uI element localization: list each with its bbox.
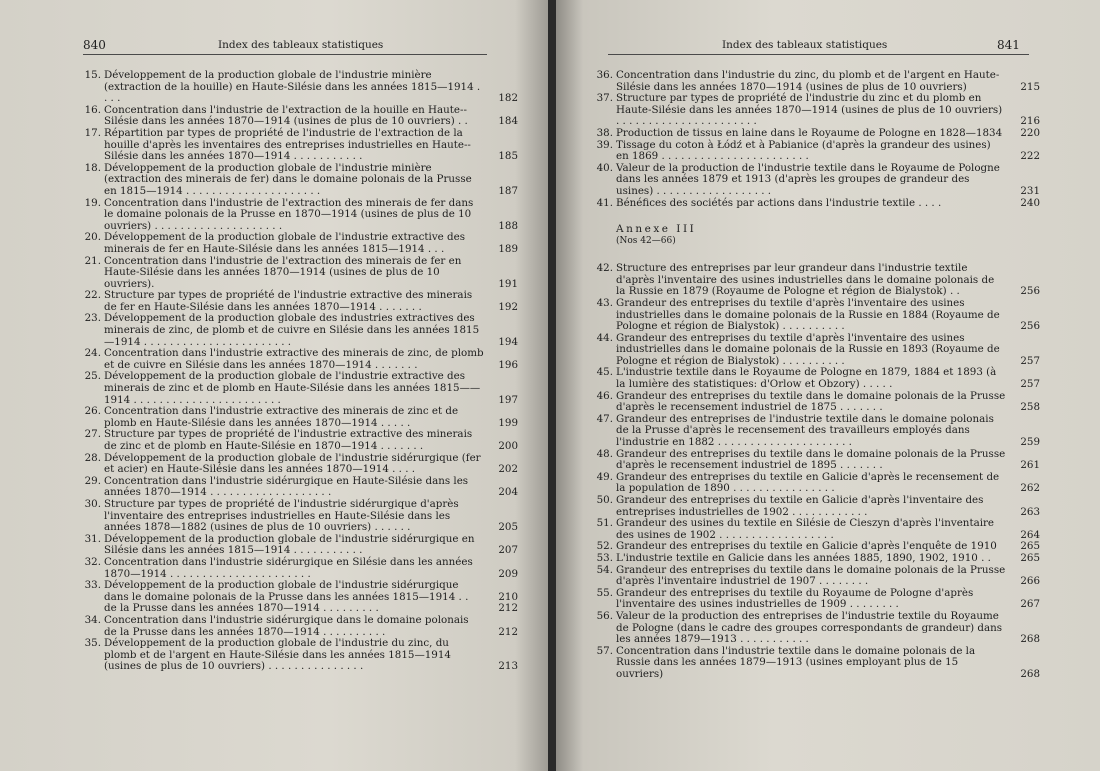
entry-page-number: 213 xyxy=(498,660,518,673)
entry-title: Développement de la production globale des industries extractives des minerais de zinc, de plomb et de cuivre en Silésie dans les années 1815—1914 . . . . . . . . . . . . . . . . . . . . . . . xyxy=(104,312,480,348)
entry-title: Structure par types de propriété de l'industrie sidérurgique d'après l'inventaire des entreprises industrielles en Haute-Silésie dans les années 1878—1882 (usines de plus de 10 ouvriers) . . . . . . xyxy=(104,497,459,534)
entry-title: L'industrie textile en Galicie dans les années 1885, 1890, 1902, 1910 . . xyxy=(616,551,991,564)
entry-number: 31. xyxy=(84,532,101,545)
entry-page-number: 256 xyxy=(1020,320,1040,333)
entry-title: Concentration dans l'industrie textile dans le domaine polonais de la Russie dans les années 1879—1913 (usines employant plus de 15 ouvriers) xyxy=(616,644,976,680)
index-entry xyxy=(82,313,518,348)
entry-title: Concentration dans l'industrie de l'extraction des minerais de fer dans le domaine polonais de la Prusse en 1870—1914 (usines de plus de 10 ouvriers) . . . . . . . . . . . . . . . . . . . . xyxy=(104,196,474,232)
left-page xyxy=(0,0,548,771)
entry-page-number: 199 xyxy=(498,416,518,429)
index-entry xyxy=(82,290,518,313)
entry-page-number: 200 xyxy=(498,440,518,452)
index-entry xyxy=(82,371,518,406)
index-entry xyxy=(594,70,1040,93)
entry-page-number: 264 xyxy=(1020,528,1040,541)
index-entry xyxy=(594,449,1040,472)
entry-page-number: 205 xyxy=(498,521,518,534)
entry-title: Grandeur des entreprises du textile en Galicie d'après le recensement de la population de 1890 . . . . . . . . . . . . . . . . xyxy=(616,470,1000,495)
entry-title: Bénéfices des sociétés par actions dans l'industrie textile . . . . xyxy=(616,196,942,209)
entry-title: Tissage du coton à Łódź et à Pabianice (d'après la grandeur des usines) en 1869 . . . . . . . . . . . . . . . . . . . . . . . xyxy=(616,138,991,163)
entry-number: 52. xyxy=(596,540,613,553)
entry-number: 44. xyxy=(596,331,613,344)
entry-title: Structure des entreprises par leur grandeur dans l'industrie textile d'après l'inventaire des usines industrielles dans le domaine polonais de la Russie en 1879 (Royaume de Pologne et région de Bialystok) . . xyxy=(616,262,995,298)
entry-number: 53. xyxy=(596,551,613,564)
entry-title: Grandeur des entreprises du textile en Galicie d'après l'inventaire des entreprises industrielles de 1902 . . . . . . . . . . . . xyxy=(616,494,984,518)
entry-title: Grandeur des entreprises du textile d'après l'inventaire des usines industrielles dans le domaine polonais de la Russie en 1884 (Royaume de Pologne et région de Bialystok) . . . . . . . . . . xyxy=(616,296,1000,333)
right-page xyxy=(556,0,1100,771)
running-head: Index des tableaux statistiques xyxy=(218,39,384,51)
entry-page-number: 215 xyxy=(1020,80,1040,93)
index-entry xyxy=(594,333,1040,368)
entry-page-number: 231 xyxy=(1020,184,1040,197)
entry-page-number: 189 xyxy=(498,242,518,255)
entry-title: Développement de la production globale de l'industrie extractive des minerais de fer en Haute-Silésie dans les années 1815—1914 . . . xyxy=(104,231,465,255)
entry-page-number: 188 xyxy=(498,219,518,232)
entry-number: 32. xyxy=(84,555,101,568)
index-entry xyxy=(82,198,518,233)
entry-title: Développement de la production globale de l'industrie minière (extraction des minerais de fer) dans le domaine polonais de la Prusse en 1815—1914 . . . . . . . . . . . . . . . . . . . . . xyxy=(104,161,472,197)
index-entry xyxy=(594,263,1040,298)
annexe-subtitle: (Nos 42—66) xyxy=(616,236,676,247)
entry-number: 57. xyxy=(596,644,613,657)
entry-number: 56. xyxy=(596,609,613,622)
entry-page-number: 209 xyxy=(498,567,518,580)
entry-number: 38. xyxy=(596,126,613,139)
entry-number: 46. xyxy=(596,389,613,402)
entry-page-number: 265 xyxy=(1020,540,1040,553)
entry-number: 26. xyxy=(84,405,101,418)
index-entry xyxy=(594,93,1040,128)
entry-number: 19. xyxy=(84,196,101,209)
index-entry-list xyxy=(594,70,1040,681)
entry-title: Concentration dans l'industrie de l'extraction des minerais de fer en Haute-Silésie dans les années 1870—1914 (usines de plus de 10 ouvriers). xyxy=(104,254,462,290)
entry-number: 37. xyxy=(596,92,613,105)
entry-number: 35. xyxy=(84,637,101,650)
entry-page-number: 256 xyxy=(1020,285,1040,298)
entry-title: de la Prusse dans les années 1870—1914 . . . . . . . . . xyxy=(104,602,379,615)
book-spine xyxy=(548,0,556,771)
entry-page-number: 257 xyxy=(1020,354,1040,367)
index-entry xyxy=(82,406,518,429)
entry-number: 47. xyxy=(596,412,613,425)
entry-number: 55. xyxy=(596,586,613,599)
entry-number: 23. xyxy=(84,312,101,325)
index-entry xyxy=(82,638,518,673)
annexe-heading xyxy=(594,223,1040,247)
entry-number: 21. xyxy=(84,254,101,267)
entry-page-number: 212 xyxy=(498,625,518,638)
entry-title: Concentration dans l'industrie du zinc, du plomb et de l'argent en Haute-Silésie dans les années 1870—1914 (usines de plus de 10 ouvriers) xyxy=(616,69,1000,93)
header-rule xyxy=(608,54,1029,55)
entry-page-number: 220 xyxy=(1020,126,1040,139)
entry-title: Développement de la production globale de l'industrie sidérurgique (fer et acier) en Haute-Silésie dans les années 1870—1914 . . . . xyxy=(104,451,481,476)
entry-page-number: 268 xyxy=(1020,667,1040,680)
entry-number: 36. xyxy=(596,69,613,81)
entry-title: Grandeur des entreprises du textile dans le domaine polonais de la Prusse d'après l'inventaire industriel de 1907 . . . . . . . . xyxy=(616,563,1006,588)
entry-number: 30. xyxy=(84,497,101,510)
entry-title: Répartition par types de propriété de l'industrie de l'extraction de la houille d'après les inventaires des entreprises industrielles en Haute--Silésie dans les années 1870—1914 . . . . . . . . . . . xyxy=(104,126,471,163)
entry-number: 42. xyxy=(596,262,613,275)
entry-page-number: 210 xyxy=(498,590,518,603)
entry-number: 48. xyxy=(596,447,613,460)
index-entry xyxy=(82,429,518,452)
index-entry xyxy=(594,140,1040,163)
entry-page-number: 204 xyxy=(498,486,518,499)
entry-title: Développement de la production globale de l'industrie sidérurgique en Silésie dans les années 1815—1914 . . . . . . . . . . . xyxy=(104,532,475,557)
entry-page-number: 192 xyxy=(498,300,518,313)
entry-number: 34. xyxy=(84,613,101,626)
entry-number: 54. xyxy=(596,563,613,576)
index-entry xyxy=(82,557,518,580)
entry-number: 24. xyxy=(84,347,101,360)
index-entry xyxy=(82,453,518,476)
entry-title: Concentration dans l'industrie sidérurgique en Haute-Silésie dans les années 1870—1914 . . . . . . . . . . . . . . . . . . . xyxy=(104,474,469,499)
entry-title: Grandeur des entreprises du textile en Galicie d'après l'enquête de 1910 xyxy=(616,540,997,553)
index-entry xyxy=(82,232,518,255)
index-entry xyxy=(82,476,518,499)
entry-number: 18. xyxy=(84,161,101,174)
entry-title: Concentration dans l'industrie de l'extraction de la houille en Haute--Silésie dans les années 1870—1914 (usines de plus de 10 ouvriers) . . xyxy=(104,103,468,128)
entry-page-number: 182 xyxy=(498,92,518,105)
entry-page-number: 216 xyxy=(1020,115,1040,128)
index-entry xyxy=(594,391,1040,414)
entry-number: 39. xyxy=(596,138,613,151)
entry-number: 15. xyxy=(84,69,101,81)
entry-title: Développement de la production globale de l'industrie du zinc, du plomb et de l'argent en Haute-Silésie dans les années 1815—1914 (usines de plus de 10 ouvriers) . . . . . . . . . . . . . . . xyxy=(104,637,451,673)
entry-page-number: 191 xyxy=(498,277,518,290)
entry-title: Concentration dans l'industrie extractive des minerais de zinc et de plomb en Haute-Silésie dans les années 1870—1914 . . . . . xyxy=(104,405,459,429)
entry-page-number: 207 xyxy=(498,544,518,557)
entry-title: Développement de la production globale de l'industrie sidérurgique dans le domaine polonais de la Prusse dans les années 1815—1914 . . xyxy=(104,579,469,603)
index-entry xyxy=(594,565,1040,588)
entry-title: Grandeur des entreprises du textile dans le domaine polonais de la Prusse d'après le recensement industriel de 1895 . . . . . . . xyxy=(616,447,1006,472)
entry-page-number: 263 xyxy=(1020,505,1040,518)
entry-page-number: 196 xyxy=(498,358,518,371)
index-entry xyxy=(594,198,1040,210)
entry-number: 51. xyxy=(596,517,613,530)
entry-page-number: 258 xyxy=(1020,401,1040,414)
index-entry xyxy=(82,256,518,291)
annexe-title: Annexe III xyxy=(616,223,697,236)
entry-number: 43. xyxy=(596,296,613,309)
entry-page-number: 262 xyxy=(1020,482,1040,495)
entry-page-number: 261 xyxy=(1020,459,1040,472)
entry-page-number: 202 xyxy=(498,463,518,476)
entry-number: 29. xyxy=(84,474,101,487)
entry-page-number: 185 xyxy=(498,150,518,163)
index-entry xyxy=(82,163,518,198)
index-entry xyxy=(82,534,518,557)
entry-number: 16. xyxy=(84,103,101,116)
entry-title: Production de tissus en laine dans le Royaume de Pologne en 1828—1834 xyxy=(616,126,1003,139)
index-entry xyxy=(82,348,518,371)
page-number: 840 xyxy=(83,38,106,52)
entry-number: 22. xyxy=(84,289,101,302)
entry-title: Concentration dans l'industrie extractive des minerais de zinc, de plomb et de cuivre en Silésie dans les années 1870—1914 . . . . . . . xyxy=(104,347,484,371)
index-entry xyxy=(594,518,1040,541)
entry-title: Grandeur des entreprises de l'industrie textile dans le domaine polonais de la Prusse d'après le recensement des travailleurs employés dans l'industrie en 1882 . . . . . . . . . . . . . . . . . . . . . xyxy=(616,412,994,449)
entry-page-number: 194 xyxy=(498,335,518,348)
entry-page-number: 265 xyxy=(1020,551,1040,564)
index-entry xyxy=(594,298,1040,333)
index-entry xyxy=(594,367,1040,390)
index-entry xyxy=(594,495,1040,518)
running-head: Index des tableaux statistiques xyxy=(722,39,888,51)
index-entry xyxy=(82,580,518,603)
entry-title: L'industrie textile dans le Royaume de Pologne en 1879, 1884 et 1893 (à la lumière des statistiques: d'Orlow et Obzory) . . . . . xyxy=(616,366,997,391)
index-entry xyxy=(82,128,518,163)
entry-page-number: 197 xyxy=(498,393,518,406)
entry-number: 33. xyxy=(84,579,101,592)
entry-title: Développement de la production globale de l'industrie extractive des minerais de zinc et de plomb en Haute-Silésie dans les années 1815——1914 . . . . . . . . . . . . . . . . . . . . . . . xyxy=(104,370,481,406)
entry-page-number: 212 xyxy=(498,602,518,615)
entry-title: Structure par types de propriété de l'industrie du zinc et du plomb en Haute-Silésie dans les années 1870—1914 (usines de plus de 10 ouvriers) . . . . . . . . . . . . . . . . . . . . . . xyxy=(616,92,1003,128)
index-entry xyxy=(82,615,518,638)
entry-number: 49. xyxy=(596,470,613,483)
entry-page-number: 184 xyxy=(498,115,518,128)
entry-number: 25. xyxy=(84,370,101,383)
entry-title: Valeur de la production de l'industrie textile dans le Royaume de Pologne dans les années 1879 et 1913 (d'après les groupes de grandeur des usines) . . . . . . . . . . . . . . . . . . xyxy=(616,161,1000,197)
index-entry xyxy=(82,70,518,105)
entry-number: 27. xyxy=(84,428,101,441)
entry-title: Structure par types de propriété de l'industrie extractive des minerais de fer en Haute-Silésie dans les années 1870—1914 . . . . . . . xyxy=(104,289,473,313)
entry-number: 17. xyxy=(84,126,101,139)
entry-number: 28. xyxy=(84,451,101,464)
entry-number: 40. xyxy=(596,161,613,174)
entry-title: Concentration dans l'industrie sidérurgique en Silésie dans les années 1870—1914 . . . . . . . . . . . . . . . . . . . . . . xyxy=(104,555,473,580)
index-entry-list xyxy=(82,70,518,673)
index-entry xyxy=(594,472,1040,495)
entry-page-number: 257 xyxy=(1020,378,1040,391)
entry-title: Structure par types de propriété de l'industrie extractive des minerais de zinc et de plomb en Haute-Silésie en 1870—1914 . . . . . . . xyxy=(104,428,473,452)
entry-title: Grandeur des entreprises du textile dans le domaine polonais de la Prusse d'après le recensement industriel de 1875 . . . . . . . xyxy=(616,389,1006,414)
page-number: 841 xyxy=(997,38,1020,52)
index-entry xyxy=(594,588,1040,611)
entry-number: 20. xyxy=(84,231,101,244)
entry-page-number: 267 xyxy=(1020,598,1040,611)
entry-number: 50. xyxy=(596,494,613,506)
entry-title: Valeur de la production des entreprises de l'industrie textile du Royaume de Pologne (dans le cadre des groupes correspondants de grandeur) dans les années 1879—1913 . . . . . . . . . . . xyxy=(616,609,1003,646)
entry-page-number: 187 xyxy=(498,184,518,197)
entry-number: 41. xyxy=(596,196,613,209)
index-entry xyxy=(594,163,1040,198)
entry-title: Grandeur des entreprises du textile d'après l'inventaire des usines industrielles dans le domaine polonais de la Russie en 1893 (Royaume de Pologne et région de Bialystok) . . . . . . . . . . xyxy=(616,331,1000,367)
entry-page-number: 240 xyxy=(1020,196,1040,209)
index-entry xyxy=(594,646,1040,681)
entry-title: Concentration dans l'industrie sidérurgique dans le domaine polonais de la Prusse dans les années 1870—1914 . . . . . . . . . . xyxy=(104,613,469,638)
entry-number: 45. xyxy=(596,366,613,379)
index-entry xyxy=(594,414,1040,449)
index-entry xyxy=(82,105,518,128)
entry-title: Grandeur des entreprises du textile du Royaume de Pologne d'après l'inventaire des usines industrielles de 1909 . . . . . . . . xyxy=(616,586,974,611)
index-entry xyxy=(594,611,1040,646)
header-rule xyxy=(83,54,487,55)
entry-page-number: 222 xyxy=(1020,150,1040,163)
entry-page-number: 259 xyxy=(1020,436,1040,449)
entry-page-number: 266 xyxy=(1020,575,1040,588)
entry-page-number: 268 xyxy=(1020,633,1040,646)
index-entry xyxy=(82,499,518,534)
entry-title: Développement de la production globale de l'industrie minière (extraction de la houille) en Haute-Silésie dans les années 1815—1914 . . . . xyxy=(104,69,481,105)
entry-title: Grandeur des usines du textile en Silésie de Cieszyn d'après l'inventaire des usines de 1902 . . . . . . . . . . . . . . . . . . xyxy=(616,517,995,541)
